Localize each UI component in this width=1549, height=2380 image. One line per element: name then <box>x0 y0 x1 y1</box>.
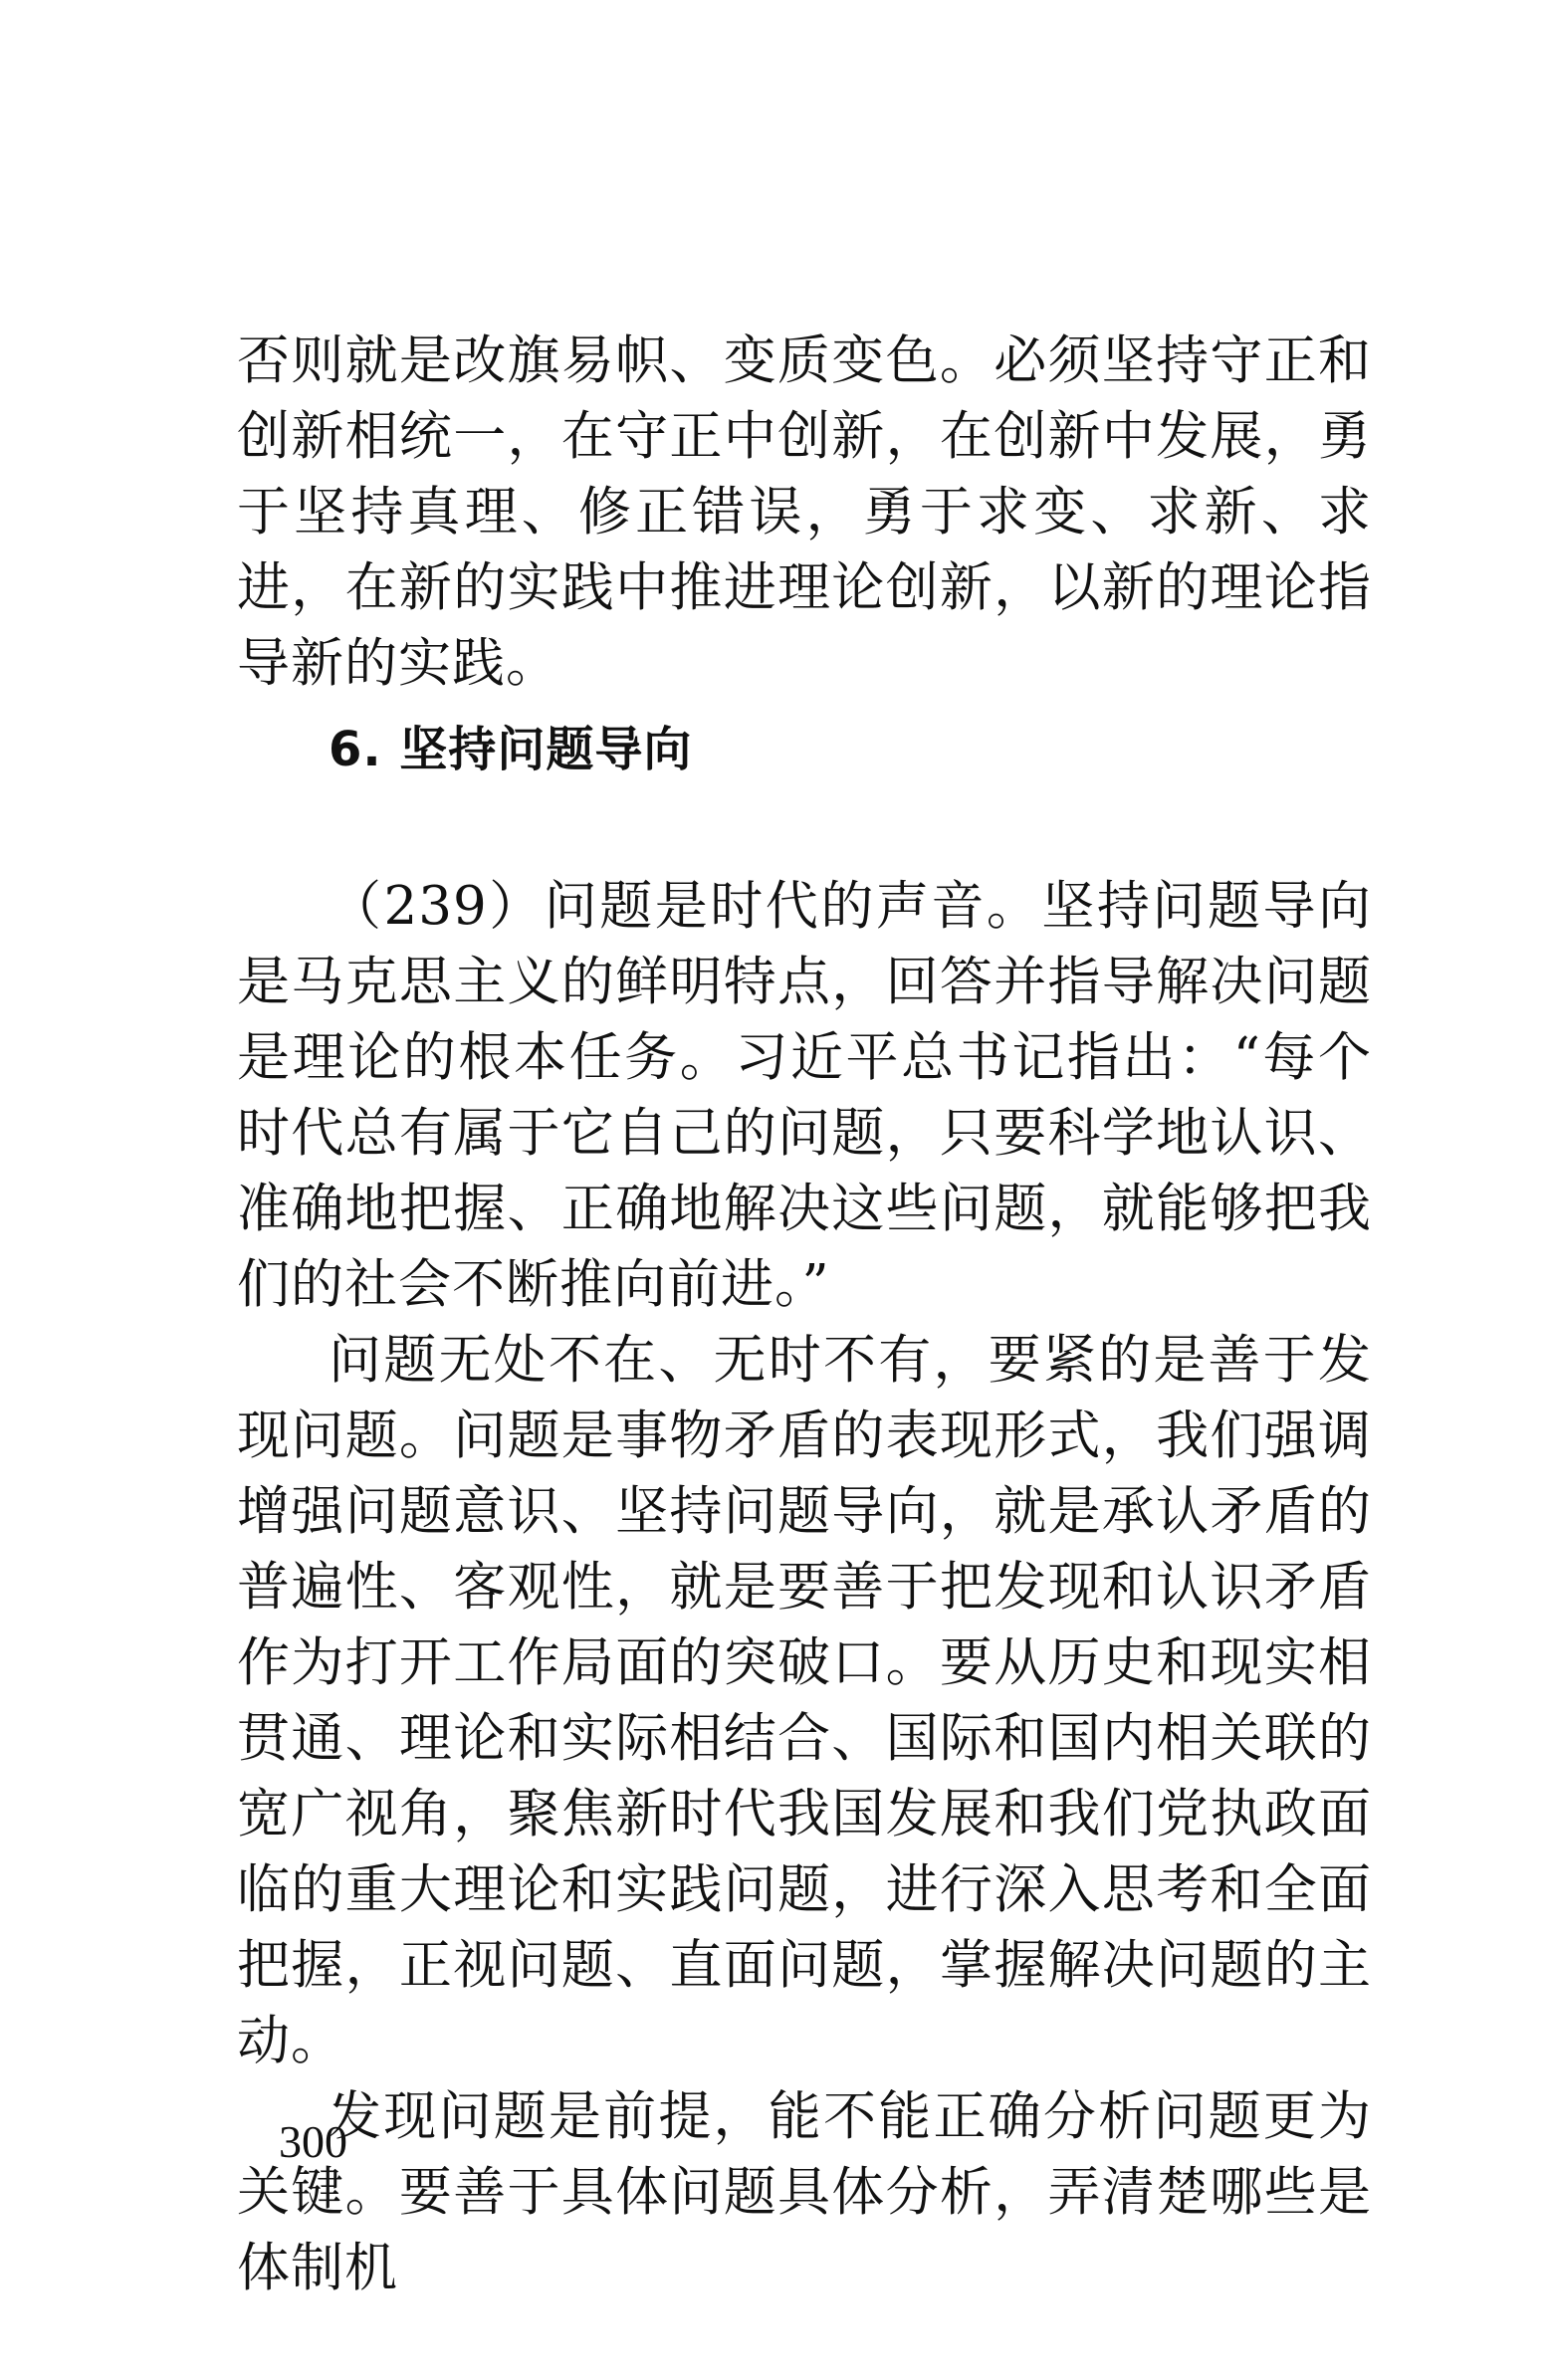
page-number: 300 <box>279 2116 347 2167</box>
section-heading: 6. 坚持问题导向 <box>329 722 693 777</box>
paragraph-continuation: 否则就是改旗易帜、变质变色。必须坚持守正和创新相统一，在守正中创新，在创新中发展，勇于坚持真理、修正错误，勇于求变、求新、求进，在新的实践中推进理论创新，以新的理论指导新的实践。 <box>237 330 1372 694</box>
paragraph-239: （239）问题是时代的声音。坚持问题导向是马克思主义的鲜明特点，回答并指导解决问题是理论的根本任务。习近平总书记指出：“每个时代总有属于它自己的问题，只要科学地认识、准确地把握、正确地解决这些问题，就能够把我们的社会不断推向前进。” <box>237 876 1372 1315</box>
paragraph-analysis: 发现问题是前提，能不能正确分析问题更为关键。要善于具体问题具体分析，弄清楚哪些是体制机 <box>237 2086 1372 2298</box>
text-block-main <box>237 869 1372 2306</box>
text-block-top <box>237 324 1372 702</box>
paragraph-problems: 问题无处不在、无时不有，要紧的是善于发现问题。问题是事物矛盾的表现形式，我们强调增强问题意识、坚持问题导向，就是承认矛盾的普遍性、客观性，就是要善于把发现和认识矛盾作为打开工作局面的突破口。要从历史和现实相贯通、理论和实际相结合、国际和国内相关联的宽广视角，聚焦新时代我国发展和我们党执政面临的重大理论和实践问题，进行深入思考和全面把握，正视问题、直面问题，掌握解决问题的主动。 <box>237 1330 1372 2071</box>
